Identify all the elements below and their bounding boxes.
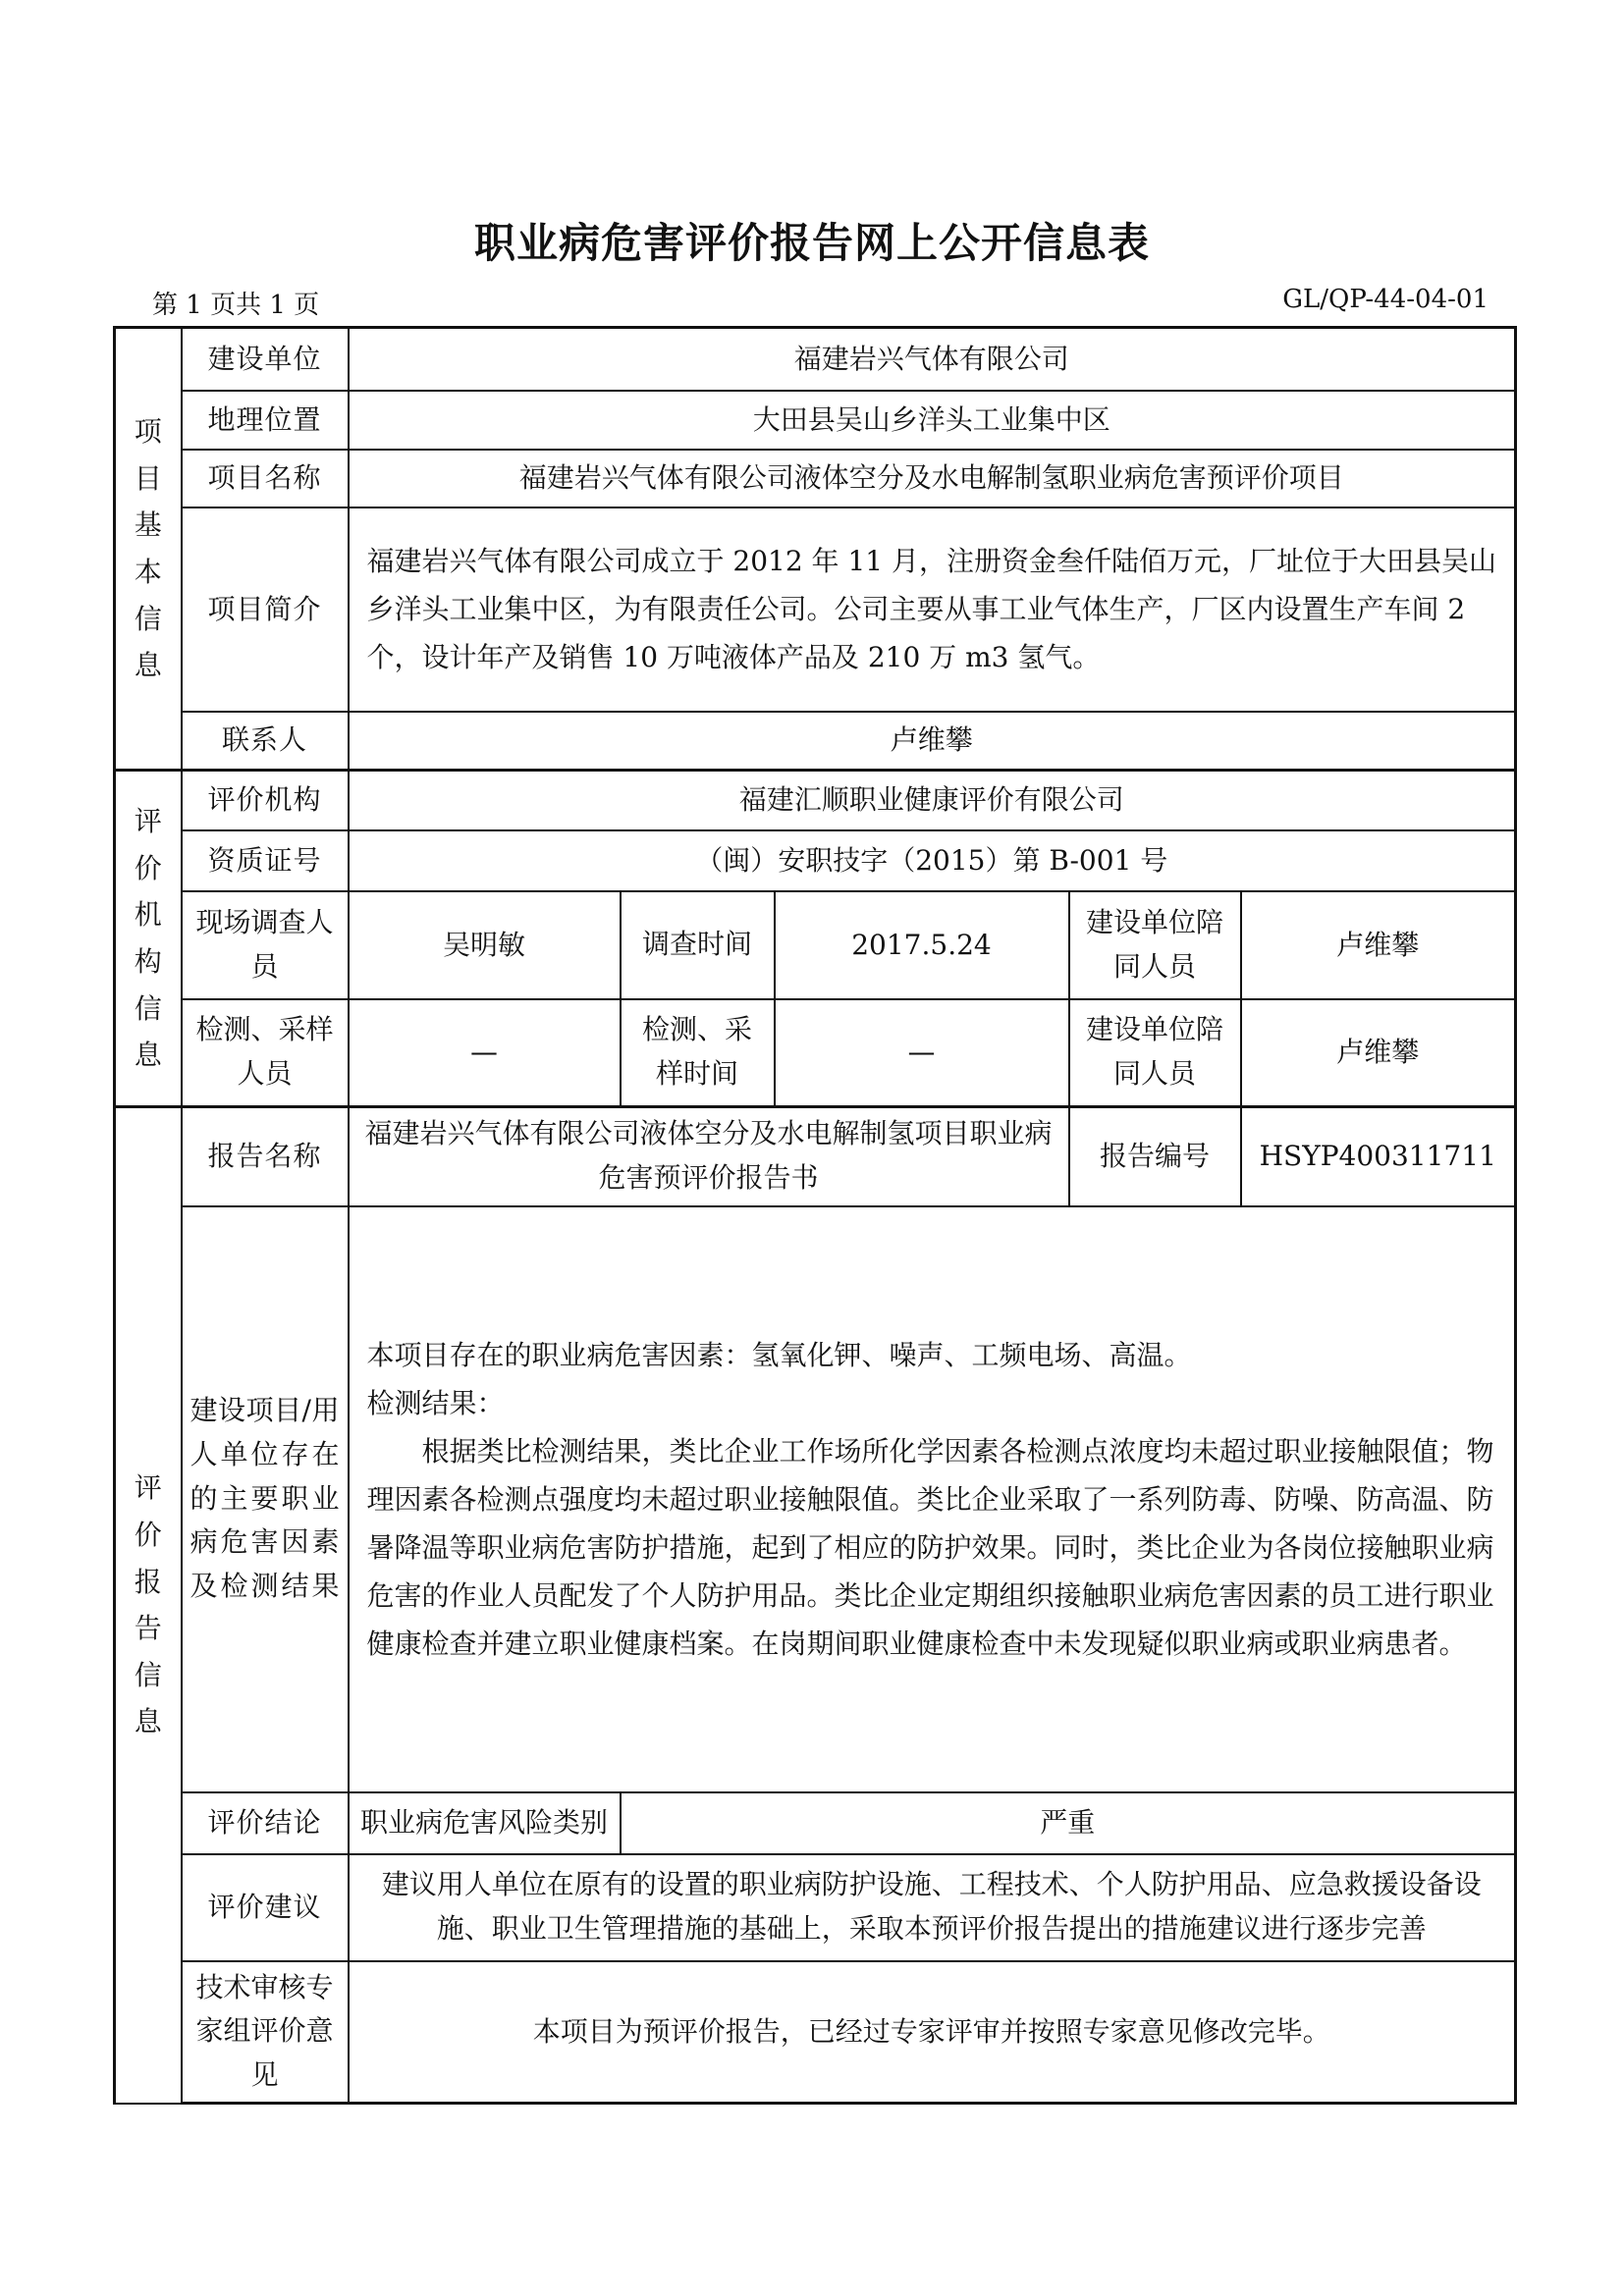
conclusion-label: 评价结论	[182, 1792, 349, 1854]
project-name-label: 项目名称	[182, 450, 349, 507]
section-label-agency: 评 价 机 构 信 息	[115, 771, 182, 1107]
unit-value: 福建岩兴气体有限公司	[349, 328, 1516, 391]
sampling-staff-label: 检测、采样人员	[182, 999, 349, 1107]
hazard-label: 建设项目/用人单位存在的主要职业病危害因素及检测结果	[182, 1206, 349, 1792]
suggestion-label: 评价建议	[182, 1854, 349, 1961]
hazard-content	[349, 1206, 1516, 1792]
section-label-report: 评 价 报 告 信 息	[115, 1107, 182, 2104]
contact-value: 卢维攀	[349, 712, 1516, 771]
survey-time-label: 调查时间	[621, 891, 775, 999]
info-table	[113, 326, 1517, 2105]
survey-staff-value: 吴明敏	[349, 891, 621, 999]
page-info: 第 1 页共 1 页	[152, 291, 320, 320]
location-value: 大田县吴山乡洋头工业集中区	[349, 391, 1516, 450]
risk-category-label: 职业病危害风险类别	[349, 1792, 621, 1854]
agency-label: 评价机构	[182, 771, 349, 830]
project-name-value: 福建岩兴气体有限公司液体空分及水电解制氢职业病危害预评价项目	[349, 450, 1516, 507]
report-no-value: HSYP400311711	[1241, 1107, 1516, 1206]
agency-value: 福建汇顺职业健康评价有限公司	[349, 771, 1516, 830]
sampling-time-value: —	[775, 999, 1069, 1107]
escort-value-2: 卢维攀	[1241, 999, 1516, 1107]
unit-label: 建设单位	[182, 328, 349, 391]
document-number: GL/QP-44-04-01	[1282, 285, 1489, 314]
suggestion-value: 建议用人单位在原有的设置的职业病防护设施、工程技术、个人防护用品、应急救援设备设施、职业卫生管理措施的基础上，采取本预评价报告提出的措施建议进行逐步完善	[349, 1854, 1516, 1961]
escort-label-2: 建设单位陪同人员	[1069, 999, 1241, 1107]
report-no-label: 报告编号	[1069, 1107, 1241, 1206]
escort-label-1: 建设单位陪同人员	[1069, 891, 1241, 999]
escort-value-1: 卢维攀	[1241, 891, 1516, 999]
cert-label: 资质证号	[182, 830, 349, 891]
hazard-result-heading: 检测结果：	[366, 1386, 505, 1419]
project-intro-value: 福建岩兴气体有限公司成立于 2012 年 11 月，注册资金叁仟陆佰万元，厂址位于大田县吴山乡洋头工业集中区，为有限责任公司。公司主要从事工业气体生产，厂区内设置生产车间 2 个，设计年产及销售 10 万吨液体产品及 210 万 m3 氢气。	[349, 507, 1516, 712]
report-name-label: 报告名称	[182, 1107, 349, 1206]
expert-opinion-label: 技术审核专家组评价意见	[182, 1961, 349, 2104]
survey-staff-label: 现场调查人员	[182, 891, 349, 999]
sampling-staff-value: —	[349, 999, 621, 1107]
section-label-basic: 项 目 基 本 信 息	[115, 328, 182, 771]
contact-label: 联系人	[182, 712, 349, 771]
expert-opinion-value: 本项目为预评价报告，已经过专家评审并按照专家意见修改完毕。	[349, 1961, 1516, 2104]
cert-value: （闽）安职技字（2015）第 B-001 号	[349, 830, 1516, 891]
hazard-result-paragraph: 根据类比检测结果，类比企业工作场所化学因素各检测点浓度均未超过职业接触限值；物理因素各检测点强度均未超过职业接触限值。类比企业采取了一系列防毒、防噪、防高温、防暑降温等职业病危害防护措施，起到了相应的防护效果。同时，类比企业为各岗位接触职业病危害的作业人员配发了个人防护用品。类比企业定期组织接触职业病危害因素的员工进行职业健康检查并建立职业健康档案。在岗期间职业健康检查中未发现疑似职业病或职业病患者。	[366, 1434, 1494, 1660]
report-name-value: 福建岩兴气体有限公司液体空分及水电解制氢项目职业病危害预评价报告书	[349, 1107, 1069, 1206]
page-title: 职业病危害评价报告网上公开信息表	[473, 219, 1150, 267]
hazard-factors: 本项目存在的职业病危害因素：氢氧化钾、噪声、工频电场、高温。	[366, 1338, 1192, 1371]
sampling-time-label: 检测、采样时间	[621, 999, 775, 1107]
risk-category-value: 严重	[621, 1792, 1516, 1854]
location-label: 地理位置	[182, 391, 349, 450]
project-intro-label: 项目简介	[182, 507, 349, 712]
survey-time-value: 2017.5.24	[775, 891, 1069, 999]
